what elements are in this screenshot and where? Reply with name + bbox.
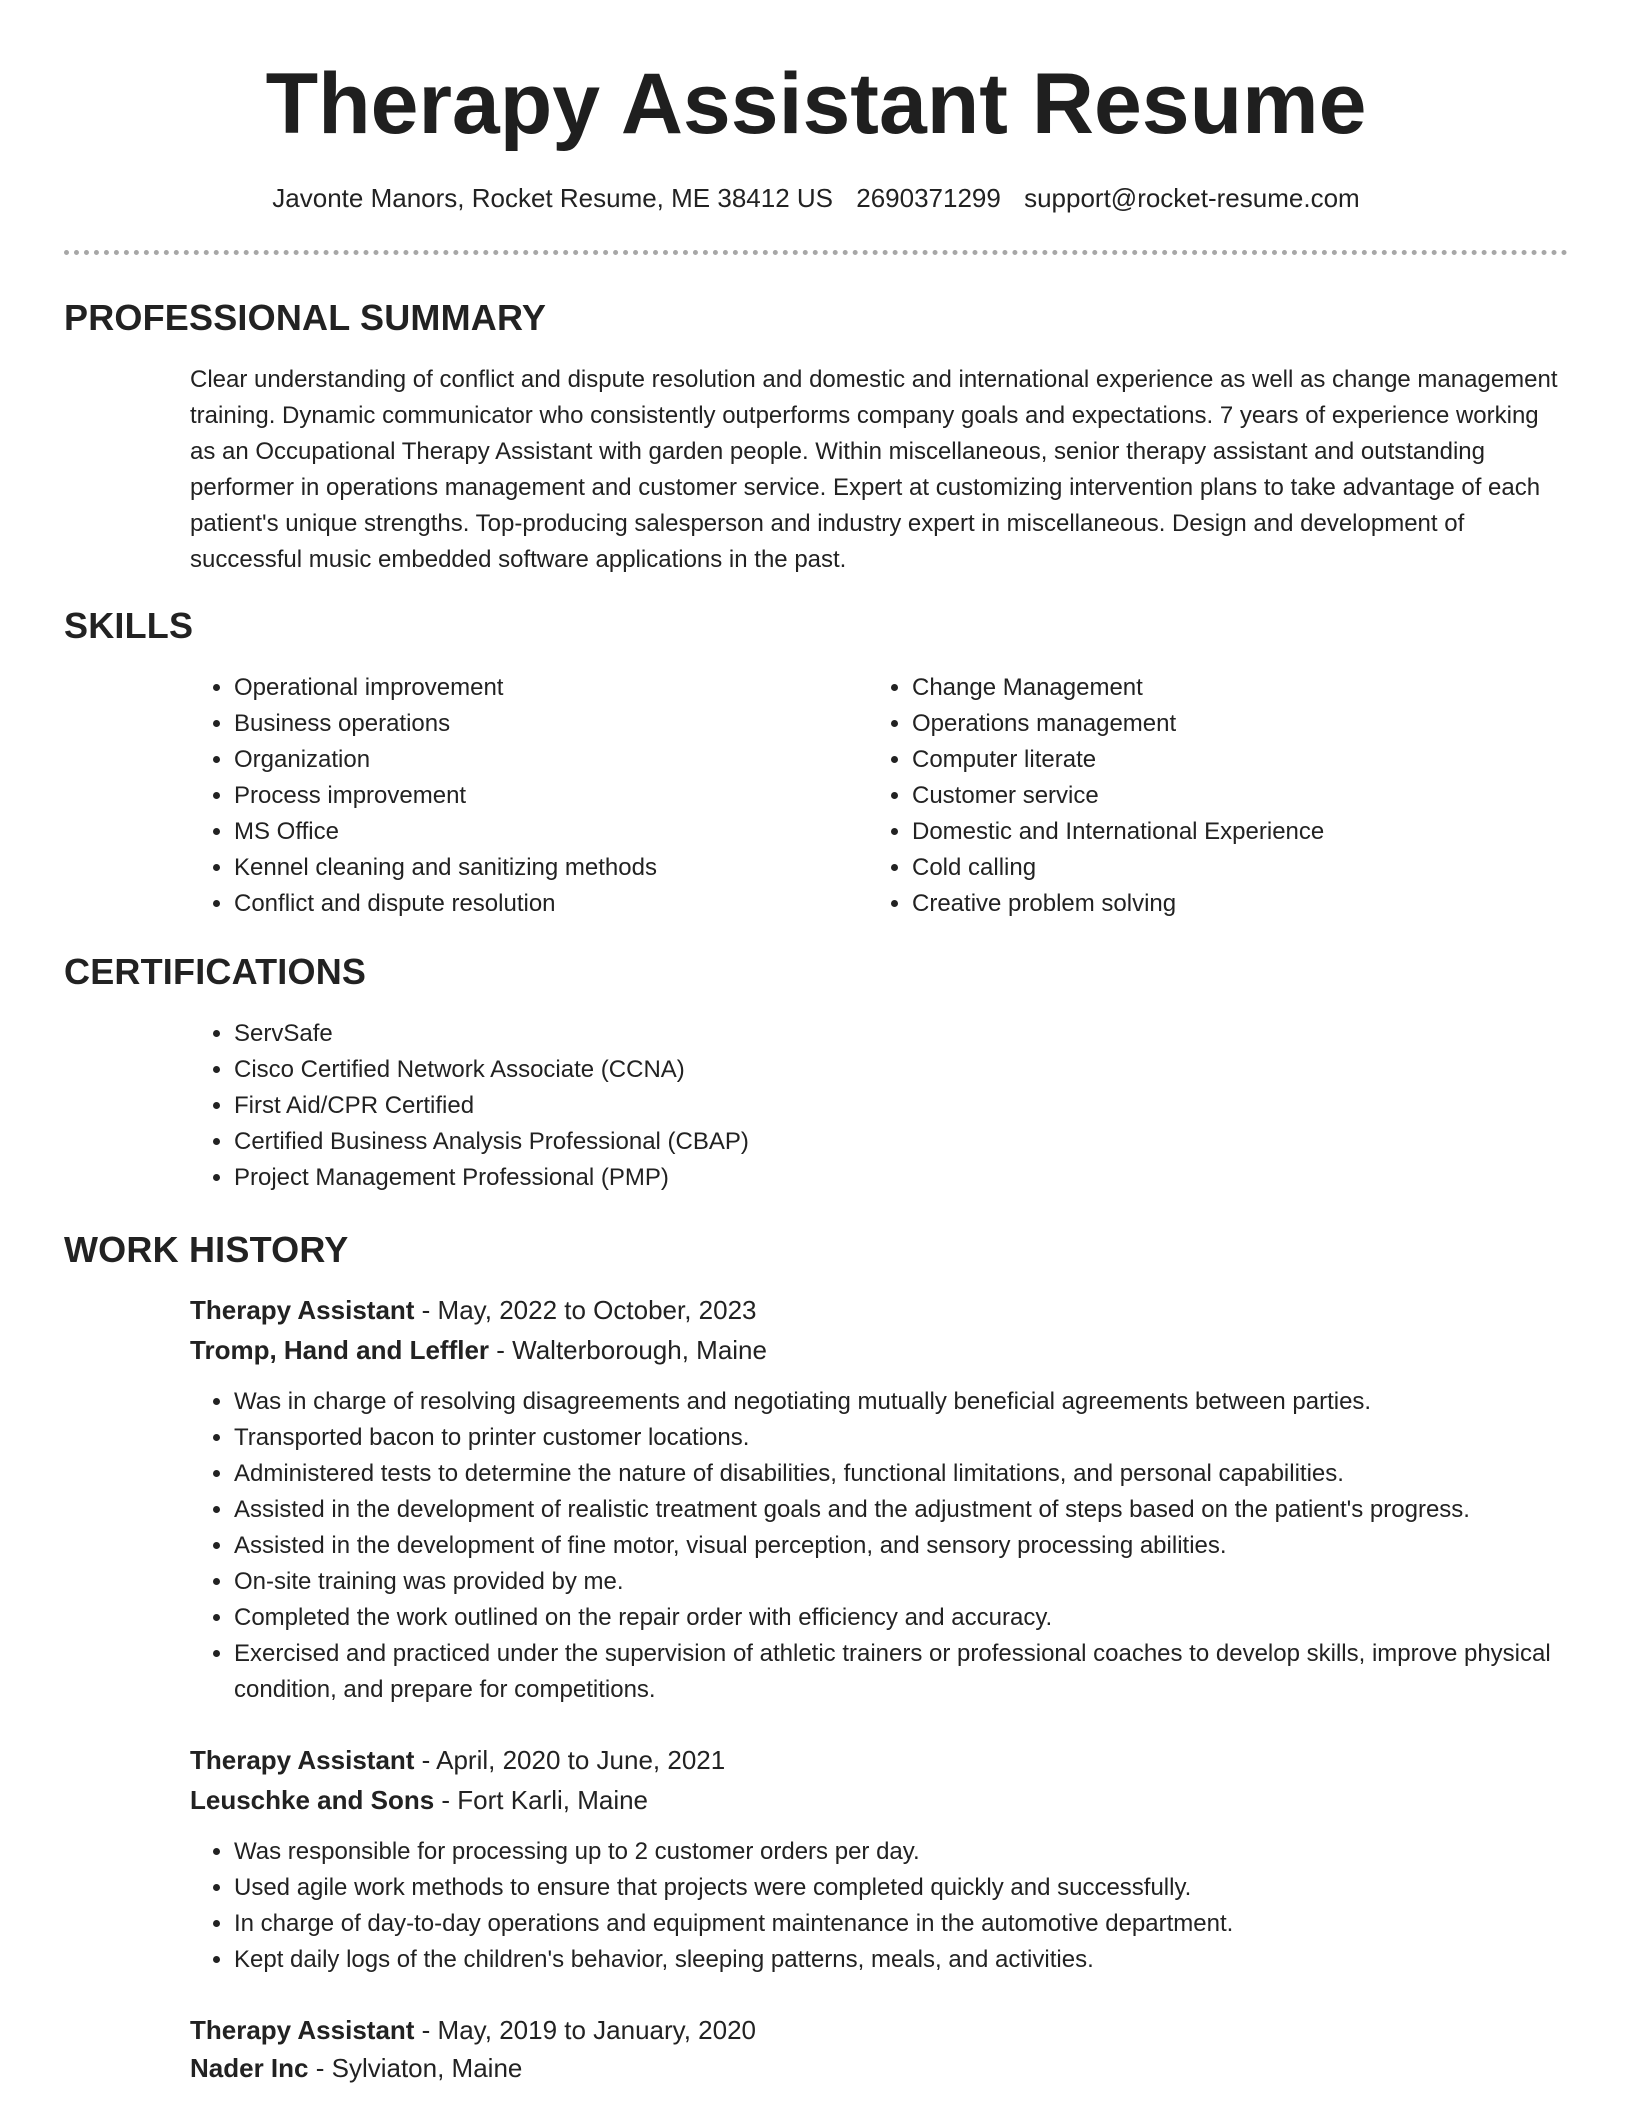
list-item: • Assisted in the development of fine motor, visual perception, and sensory processing abilities.: [234, 1528, 1614, 1564]
job-title: Therapy Assistant: [190, 2015, 415, 2045]
job-dates: - May, 2022 to October, 2023: [414, 1295, 757, 1325]
list-item: • In charge of day-to-day operations and equipment maintenance in the automotive department.: [234, 1906, 1614, 1942]
list-item: • Exercised and practiced under the supervision of athletic trainers or professional coaches to develop skills, improve physical condition, and prepare for competitions.: [234, 1636, 1614, 1708]
list-item: • Transported bacon to printer customer locations.: [234, 1420, 1614, 1456]
list-item: • Organization: [234, 742, 854, 778]
list-item: • Completed the work outlined on the repair order with efficiency and accuracy.: [234, 1600, 1614, 1636]
page-title: Therapy Assistant Resume: [265, 56, 1367, 152]
job-location: - Sylviaton, Maine: [308, 2053, 523, 2083]
summary-heading: PROFESSIONAL SUMMARY: [64, 297, 547, 338]
header-divider: [64, 250, 1568, 255]
job-company: Nader Inc: [190, 2053, 309, 2083]
list-item: • Process improvement: [234, 778, 854, 814]
list-item: • MS Office: [234, 814, 854, 850]
list-item: • Creative problem solving: [912, 886, 1612, 922]
list-item: • Operational improvement: [234, 670, 854, 706]
list-item: • Certified Business Analysis Professional (CBAP): [234, 1124, 1614, 1160]
work-history-heading: WORK HISTORY: [64, 1229, 349, 1270]
list-item: • First Aid/CPR Certified: [234, 1088, 1614, 1124]
list-item: • Business operations: [234, 706, 854, 742]
skills-heading: SKILLS: [64, 605, 194, 646]
job-title-line: [190, 2012, 756, 2048]
job-location: - Fort Karli, Maine: [434, 1785, 649, 1815]
job-company-line: [190, 1782, 648, 1818]
summary-text: Clear understanding of conflict and dispute resolution and domestic and international experience as well as change management training. Dynamic communicator who consistently outperforms company goals and expectations. 7 years of experience working as an Occupational Therapy Assistant with garden people. Within miscellaneous, senior therapy assistant and outstanding performer in operations management and customer service. Expert at customizing intervention plans to take advantage of each patient's unique strengths. Top-producing salesperson and industry expert in miscellaneous. Design and development of successful music embedded software applications in the past.: [190, 366, 1558, 573]
certifications-list: [190, 1016, 1614, 1196]
contact-phone: 2690371299: [856, 183, 1001, 213]
contact-email[interactable]: support@rocket-resume.com: [1024, 183, 1360, 213]
job-company-line: [190, 1332, 767, 1368]
list-item: • Operations management: [912, 706, 1612, 742]
list-item: • Administered tests to determine the nature of disabilities, functional limitations, and personal capabilities.: [234, 1456, 1614, 1492]
list-item: • Conflict and dispute resolution: [234, 886, 854, 922]
list-item: • Kennel cleaning and sanitizing methods: [234, 850, 854, 886]
job-dates: - April, 2020 to June, 2021: [414, 1745, 726, 1775]
certifications-heading: CERTIFICATIONS: [64, 951, 367, 992]
list-item: • Assisted in the development of realistic treatment goals and the adjustment of steps based on the patient's progress.: [234, 1492, 1614, 1528]
list-item: • Was in charge of resolving disagreements and negotiating mutually beneficial agreements between parties.: [234, 1384, 1614, 1420]
list-item: • Used agile work methods to ensure that projects were completed quickly and successfully.: [234, 1870, 1614, 1906]
job-company: Tromp, Hand and Leffler: [190, 1335, 490, 1365]
job-title-line: [190, 1742, 725, 1778]
list-item: • Computer literate: [912, 742, 1612, 778]
job-location: - Walterborough, Maine: [489, 1335, 767, 1365]
list-item: • Domestic and International Experience: [912, 814, 1612, 850]
job-title: Therapy Assistant: [190, 1745, 415, 1775]
skills-list-left: [190, 670, 854, 922]
job-company-line: [190, 2050, 522, 2086]
job-bullets: [190, 1834, 1614, 1978]
contact-line: [0, 180, 1632, 216]
contact-address: Javonte Manors, Rocket Resume, ME 38412 US: [272, 183, 833, 213]
list-item: • Change Management: [912, 670, 1612, 706]
list-item: • Kept daily logs of the children's behavior, sleeping patterns, meals, and activities.: [234, 1942, 1614, 1978]
list-item: • On-site training was provided by me.: [234, 1564, 1614, 1600]
job-bullets: [190, 1384, 1614, 1708]
skills-list-right: [868, 670, 1612, 922]
job-title-line: [190, 1292, 757, 1328]
job-dates: - May, 2019 to January, 2020: [414, 2015, 757, 2045]
list-item: • Cold calling: [912, 850, 1612, 886]
job-title: Therapy Assistant: [190, 1295, 415, 1325]
list-item: • ServSafe: [234, 1016, 1614, 1052]
list-item: • Was responsible for processing up to 2 customer orders per day.: [234, 1834, 1614, 1870]
list-item: • Customer service: [912, 778, 1612, 814]
job-company: Leuschke and Sons: [190, 1785, 435, 1815]
list-item: • Cisco Certified Network Associate (CCNA): [234, 1052, 1614, 1088]
list-item: • Project Management Professional (PMP): [234, 1160, 1614, 1196]
